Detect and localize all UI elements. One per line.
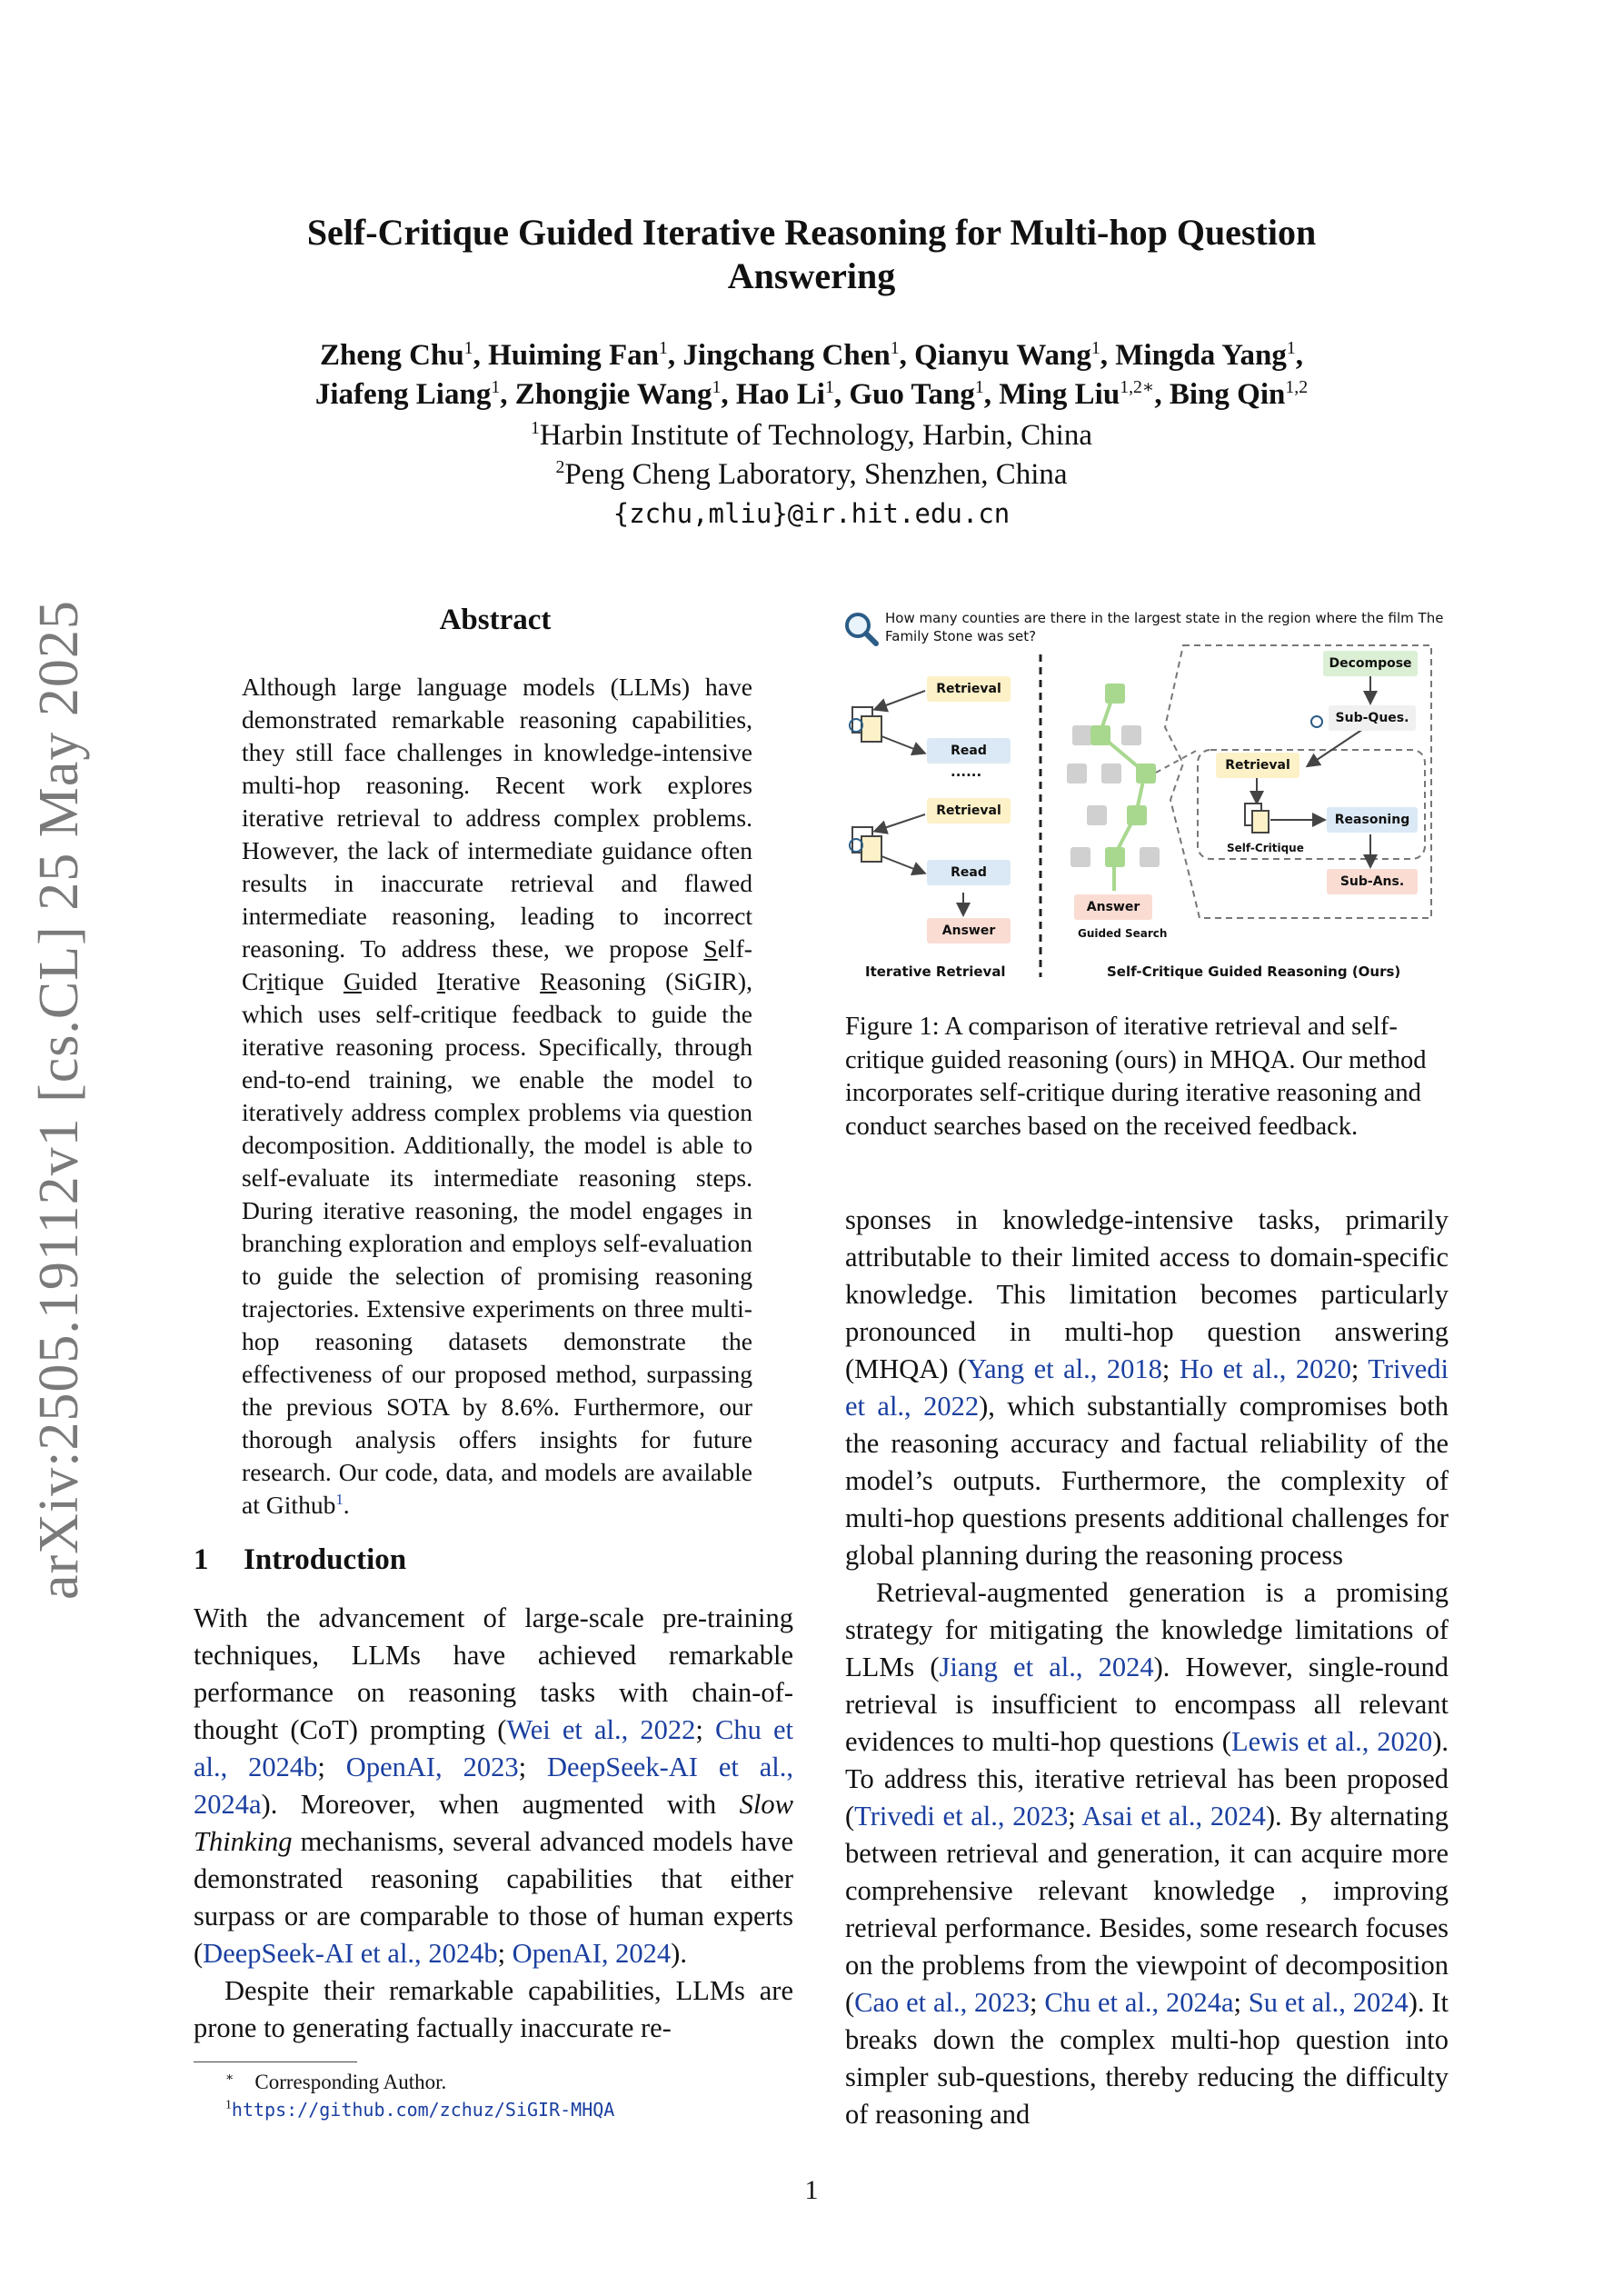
affiliation-1 <box>145 416 1478 455</box>
text: sponses in knowledge-intensive tasks, primarily attributable to their limited access to domain-specific knowledge. This limitation becomes particularly pronounced in multi-hop question answering (MHQA) ( <box>845 1204 1449 1384</box>
citation-link[interactable]: Asai et al., 2024 <box>1081 1801 1266 1832</box>
author: Mingda Yang <box>1115 339 1287 372</box>
text: ). <box>671 1938 687 1969</box>
affiliation-2 <box>145 455 1478 494</box>
author: Ming Liu <box>999 378 1120 411</box>
affiliation-text: Harbin Institute of Technology, Harbin, China <box>539 419 1092 452</box>
label-guided-search: Guided Search <box>1078 927 1168 940</box>
citation-link[interactable]: OpenAI, 2023 <box>345 1752 519 1782</box>
answer-box: Answer <box>1074 894 1152 920</box>
figure-1 <box>836 600 1454 991</box>
paper-title <box>182 211 1441 298</box>
citation-link[interactable]: Chu et al., 2024b <box>194 1714 793 1782</box>
text: mechanisms, several advanced models have demonstrated reasoning capabilities that either surpass or are comparable to those of human experts ( <box>194 1826 793 1969</box>
paragraph: Retrieval-augmented generation is a promising strategy for mitigating the knowledge limitations of LLMs (Jiang et al., 2024). However, single-round retrieval is insufficient to encompass all relevant evidences to multi-hop questions (Lewis et al., 2020). To address this, iterative retrieval has been proposed (Trivedi et al., 2023; Asai et al., 2024). By alternating between retrieval and generation, it can acquire more comprehensive relevant knowledge , improving retrieval performance. Besides, some research focuses on the problems from the viewpoint of decomposition (Cao et al., 2023; Chu et al., 2024a; Su et al., 2024). It breaks down the complex multi-hop question into simpler sub-questions, thereby reducing the difficulty of reasoning and <box>845 1577 1449 2130</box>
affiliation-mark: 1 <box>531 418 540 438</box>
author-affiliation-mark: 1,2 <box>1285 377 1309 397</box>
footnote-rule <box>194 2061 357 2062</box>
document-icon <box>850 707 881 742</box>
read-box: Read <box>927 860 1011 885</box>
author: Guo Tang <box>849 378 975 411</box>
title-line-2: Answering <box>727 255 896 296</box>
author-affiliation-mark: 1 <box>974 377 984 397</box>
citation-link[interactable]: Yang et al., 2018 <box>967 1353 1162 1384</box>
citation-link[interactable]: Ho et al., 2020 <box>1179 1353 1351 1384</box>
footnote-mark: 1 <box>225 2097 232 2111</box>
author: Zheng Chu <box>320 339 464 372</box>
text: ), which substantially compromises both the reasoning accuracy and factual reliability of the model’s outputs. Furthermore, the complexity of multi-hop questions presents additional challenges for global planning during the reasoning process <box>845 1391 1449 1571</box>
author: Zhongjie Wang <box>514 378 712 411</box>
acronym-rest: elf-Cr <box>242 934 752 995</box>
citation-link[interactable]: Trivedi et al., 2022 <box>845 1353 1449 1422</box>
reasoning-box: Reasoning <box>1327 807 1418 833</box>
text: With the advancement of large-scale pre-training techniques, LLMs have achieved remarkable performance on reasoning tasks with chain-of-thought (CoT) prompting ( <box>194 1602 793 1745</box>
document-icon <box>850 827 881 862</box>
author: Huiming Fan <box>488 339 660 372</box>
author: Qianyu Wang <box>914 339 1091 372</box>
author: Jingchang Chen <box>682 339 891 372</box>
text: ). By alternating between retrieval and generation, it can acquire more comprehensive relevant knowledge , improving retrieval performance. Besides, some research focuses on the problems from the viewpoint of decomposition ( <box>845 1801 1449 2018</box>
text: Despite their remarkable capabilities, LLMs are prone to generating factually inaccurate re- <box>194 1975 793 2043</box>
figure-question: How many counties are there in the largest state in the region where the film The Family Stone was set? <box>885 610 1444 644</box>
document-icon <box>1245 804 1269 833</box>
abstract-end: . <box>343 1491 350 1519</box>
abstract-body <box>242 671 752 1522</box>
acronym-rest: terative <box>444 967 541 995</box>
title-line-1: Self-Critique Guided Iterative Reasoning for Multi-hop Question <box>306 212 1317 253</box>
github-link[interactable]: https://github.com/zchuz/SiGIR-MHQA <box>231 2099 615 2121</box>
acronym-letter: i <box>266 967 274 995</box>
author-line-1: Zheng Chu$^1$, Huiming Fan$^1$, Jingchang Chen$^1$, Qianyu Wang$^1$, Mingda Yang$^1$, <box>320 338 1303 372</box>
subques-box: Sub-Ques. <box>1329 705 1416 731</box>
right-column-body <box>845 1202 1449 2133</box>
paragraph: With the advancement of large-scale pre-training techniques, LLMs have achieved remarkable performance on reasoning tasks with chain-of-thought (CoT) prompting (Wei et al., 2022; Chu et al., 2024b; OpenAI, 2023; DeepSeek-AI et al., 2024a). Moreover, when augmented with Slow Thinking mechanisms, several advanced models have demonstrated reasoning capabilities that either surpass or are comparable to those of human experts (DeepSeek-AI et al., 2024b; OpenAI, 2024). <box>194 1602 793 1969</box>
footnote-link[interactable]: 1 <box>335 1490 344 1508</box>
ellipsis: ...... <box>951 764 982 780</box>
author: Jiafeng Liang <box>314 378 492 411</box>
abstract-text: (SiGIR), which uses self-critique feedback to guide the iterative reasoning process. Specifically, through end-to-end training, we enable the model to iteratively address complex problems via question decomposition. Additionally, the model is able to self-evaluate its intermediate reasoning steps. During iterative reasoning, the model engages in branching exploration and employs self-evaluation to guide the selection of promising reasoning trajectories. Extensive experiments on three multi-hop reasoning datasets demonstrate the effectiveness of our proposed method, surpassing the previous SOTA by 8.6%. Furthermore, our thorough analysis offers insights for future research. Our code, data, and models are available at Github <box>242 967 752 1519</box>
citation-link[interactable]: Lewis et al., 2020 <box>1230 1726 1433 1757</box>
text: ). To address this, iterative retrieval has been proposed ( <box>845 1726 1449 1832</box>
text: ). Moreover, when augmented with <box>261 1789 740 1820</box>
author-affiliation-mark: 1 <box>491 377 501 397</box>
author: Bing Qin <box>1169 378 1286 411</box>
citation-link[interactable]: Cao et al., 2023 <box>854 1987 1031 2018</box>
author-affiliation-mark: 1 <box>824 377 834 397</box>
magnifier-icon <box>847 614 876 644</box>
author: Hao Li <box>735 378 825 411</box>
acronym-letter: G <box>343 967 362 995</box>
label-iterative-retrieval: Iterative Retrieval <box>865 963 1006 980</box>
acronym-rest: tique <box>274 967 344 995</box>
text: ). However, single-round retrieval is insufficient to encompass all relevant evidences to multi-hop questions ( <box>845 1652 1449 1757</box>
subans-box: Sub-Ans. <box>1327 869 1418 894</box>
retrieval-box: Retrieval <box>927 676 1011 702</box>
paragraph <box>194 1972 793 2047</box>
retrieval-box: Retrieval <box>1216 753 1299 778</box>
footnote-github <box>225 2096 614 2123</box>
footnote-text: Corresponding Author. <box>254 2071 447 2093</box>
arxiv-stamp: arXiv:2505.19112v1 [cs.CL] 25 May 2025 <box>28 600 90 1600</box>
citation-link[interactable]: Jiang et al., 2024 <box>939 1652 1154 1682</box>
left-column-body <box>194 1600 793 2047</box>
paragraph: sponses in knowledge-intensive tasks, primarily attributable to their limited access to domain-specific knowledge. This limitation becomes particularly pronounced in multi-hop question answering (MHQA) (Yang et al., 2018; Ho et al., 2020; Trivedi et al., 2022), which substantially compromises both the reasoning accuracy and factual reliability of the model’s outputs. Furthermore, the complexity of multi-hop questions presents additional challenges for global planning during the reasoning process <box>845 1204 1449 1571</box>
search-tree <box>1067 684 1160 891</box>
author-list <box>145 336 1478 414</box>
author-email[interactable]: {zchu,mliu}@ir.hit.edu.cn <box>612 498 1011 529</box>
acronym-rest: easoning <box>556 967 646 995</box>
author-affiliation-mark: 1 <box>712 377 722 397</box>
decompose-box: Decompose <box>1323 651 1418 676</box>
abstract-text: Although large language models (LLMs) have demonstrated remarkable reasoning capabilities, they still face challenges in knowledge-intensive multi-hop reasoning. Recent work explores iterative retrieval to address complex problems. However, the lack of intermediate guidance often results in inaccurate retrieval and flawed intermediate reasoning, leading to incorrect reasoning. To address these, we propose <box>242 673 752 963</box>
acronym-letter: I <box>436 967 445 995</box>
author-affiliation-mark: 1 <box>659 338 668 358</box>
acronym-letter: S <box>703 934 718 963</box>
author-line-2: Jiafeng Liang$^1$, Zhongjie Wang$^1$, Hao Li$^1$, Guo Tang$^1$, Ming Liu$^{1,2∗}$, Bing Qin$^{1,2}$ <box>314 377 1309 411</box>
emphasis: Slow Thinking <box>194 1789 793 1857</box>
affiliation-text: Peng Cheng Laboratory, Shenzhen, China <box>564 458 1068 491</box>
search-icon <box>1311 716 1322 727</box>
acronym-rest: uided <box>361 967 437 995</box>
acronym-letter: R <box>540 967 557 995</box>
retrieval-box: Retrieval <box>927 798 1011 824</box>
text: ). It breaks down the complex multi-hop question into simpler sub-questions, thereby reducing the difficulty of reasoning and <box>845 1987 1449 2130</box>
citation-link[interactable]: Chu et al., 2024a <box>1044 1987 1234 2018</box>
section-title: Introduction <box>244 1543 407 1576</box>
author-affiliation-mark: 1 <box>463 338 473 358</box>
figure-caption: Figure 1: A comparison of iterative retrieval and self-critique guided reasoning (ours) in MHQA. Our method incorporates self-critique during iterative reasoning and conduct searches based on the received feedback. <box>845 1013 1427 1141</box>
affiliation-mark: 2 <box>555 457 565 477</box>
author-affiliation-mark: 1 <box>1090 338 1100 358</box>
section-heading <box>194 1543 406 1577</box>
answer-box: Answer <box>927 918 1011 943</box>
read-box: Read <box>927 738 1011 764</box>
author-affiliation-mark: 1 <box>890 338 900 358</box>
page-number: 1 <box>804 2175 819 2205</box>
author-affiliation-mark: 1,2∗ <box>1120 377 1155 397</box>
citation-link[interactable]: OpenAI, 2024 <box>512 1938 672 1969</box>
citation-link[interactable]: Trivedi et al., 2023 <box>854 1801 1069 1832</box>
citation-link[interactable]: DeepSeek-AI et al., 2024b <box>203 1938 498 1969</box>
footnote-corresponding <box>225 2069 446 2096</box>
section-number: 1 <box>194 1543 209 1576</box>
label-self-critique: Self-Critique <box>1227 842 1304 854</box>
abstract-heading: Abstract <box>439 604 552 636</box>
author-affiliation-mark: 1 <box>1286 338 1296 358</box>
citation-link[interactable]: Su et al., 2024 <box>1248 1987 1409 2018</box>
label-self-critique-guided: Self-Critique Guided Reasoning (Ours) <box>1107 963 1401 980</box>
citation-link[interactable]: Wei et al., 2022 <box>506 1714 696 1745</box>
citation-link[interactable]: DeepSeek-AI et al., 2024a <box>194 1752 793 1820</box>
footnote-mark: ∗ <box>225 2070 234 2084</box>
text: Retrieval-augmented generation is a promising strategy for mitigating the knowledge limitations of LLMs ( <box>845 1577 1449 1682</box>
